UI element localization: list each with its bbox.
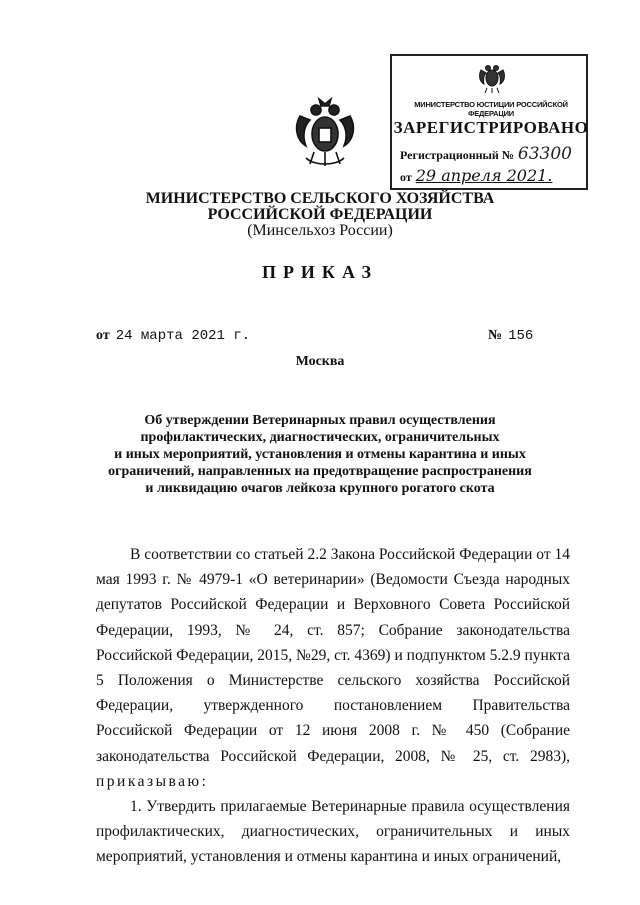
- clause-1-paragraph: 1. Утвердить прилагаемые Ветеринарные правила осуществления профилактических, диагностических, ограничительных и иных мероприятий, установления и отмены карантина и иных ограничений,: [96, 798, 570, 866]
- preamble-text: В соответствии со статьей 2.2 Закона Российской Федерации от 14 мая 1993 г. № 4979-1 «О ветеринарии» (Ведомости Съезда народных депутатов Российской Федерации и Верховного Совета Российской Федерации, 1993, № 24, ст. 857; Собрание законодательства Российской Федерации, 2015, №29, ст. 4369) и подпунктом 5.2.9 пункта 5 Положения о Министерстве сельского хозяйства Российской Федерации, утвержденного постановлением Правительства Российской Федерации от 12 июня 2008 г. № 450 (Собрание законодательства Российской Федерации, 2008, № 25, ст. 2983),: [96, 546, 570, 765]
- stamp-reg-label: Регистрационный №: [400, 148, 514, 162]
- order-date-value: 24 марта 2021 г.: [115, 328, 251, 344]
- order-date-label: от: [96, 328, 110, 343]
- title-line: Об утверждении Ветеринарных правил осуществления: [144, 413, 496, 428]
- title-line: и иных мероприятий, установления и отмены карантина и иных: [114, 447, 526, 462]
- order-date: [96, 328, 250, 344]
- order-number-label: №: [488, 328, 503, 343]
- city: Москва: [295, 354, 345, 369]
- order-number: [488, 328, 533, 344]
- stamp-status: ЗАРЕГИСТРИРОВАНО: [393, 118, 589, 137]
- title-line: профилактических, диагностических, ограничительных: [140, 430, 500, 445]
- coat-of-arms-emblem: [292, 96, 358, 170]
- stamp-date-label: от: [400, 170, 412, 184]
- stamp-ministry-name: МИНИСТЕРСТВО ЮСТИЦИИ РОССИЙСКОЙ ФЕДЕРАЦИИ: [414, 100, 568, 118]
- preamble-paragraph: [96, 542, 570, 794]
- order-directive: приказываю:: [96, 772, 209, 790]
- registration-stamp: [390, 54, 588, 190]
- document-type: ПРИКАЗ: [261, 262, 379, 282]
- ministry-short-name: (Минсельхоз России): [247, 222, 393, 239]
- stamp-emblem-icon: [478, 62, 506, 94]
- stamp-date-line: [400, 166, 552, 185]
- title-line: и ликвидацию очагов лейкоза крупного рогатого скота: [145, 481, 495, 496]
- ministry-name-line1: МИНИСТЕРСТВО СЕЛЬСКОГО ХОЗЯЙСТВА: [145, 190, 495, 207]
- title-line: ограничений, направленных на предотвращение распространения: [108, 464, 532, 479]
- stamp-registration-line: [400, 144, 572, 164]
- order-number-value: 156: [508, 328, 534, 344]
- stamp-handwritten-date: 29 апреля 2021.: [415, 166, 553, 185]
- order-title: [90, 412, 550, 497]
- ministry-name-line2: РОССИЙСКОЙ ФЕДЕРАЦИИ: [207, 206, 433, 223]
- order-body: [96, 542, 570, 870]
- stamp-reg-number: 63300: [517, 144, 572, 164]
